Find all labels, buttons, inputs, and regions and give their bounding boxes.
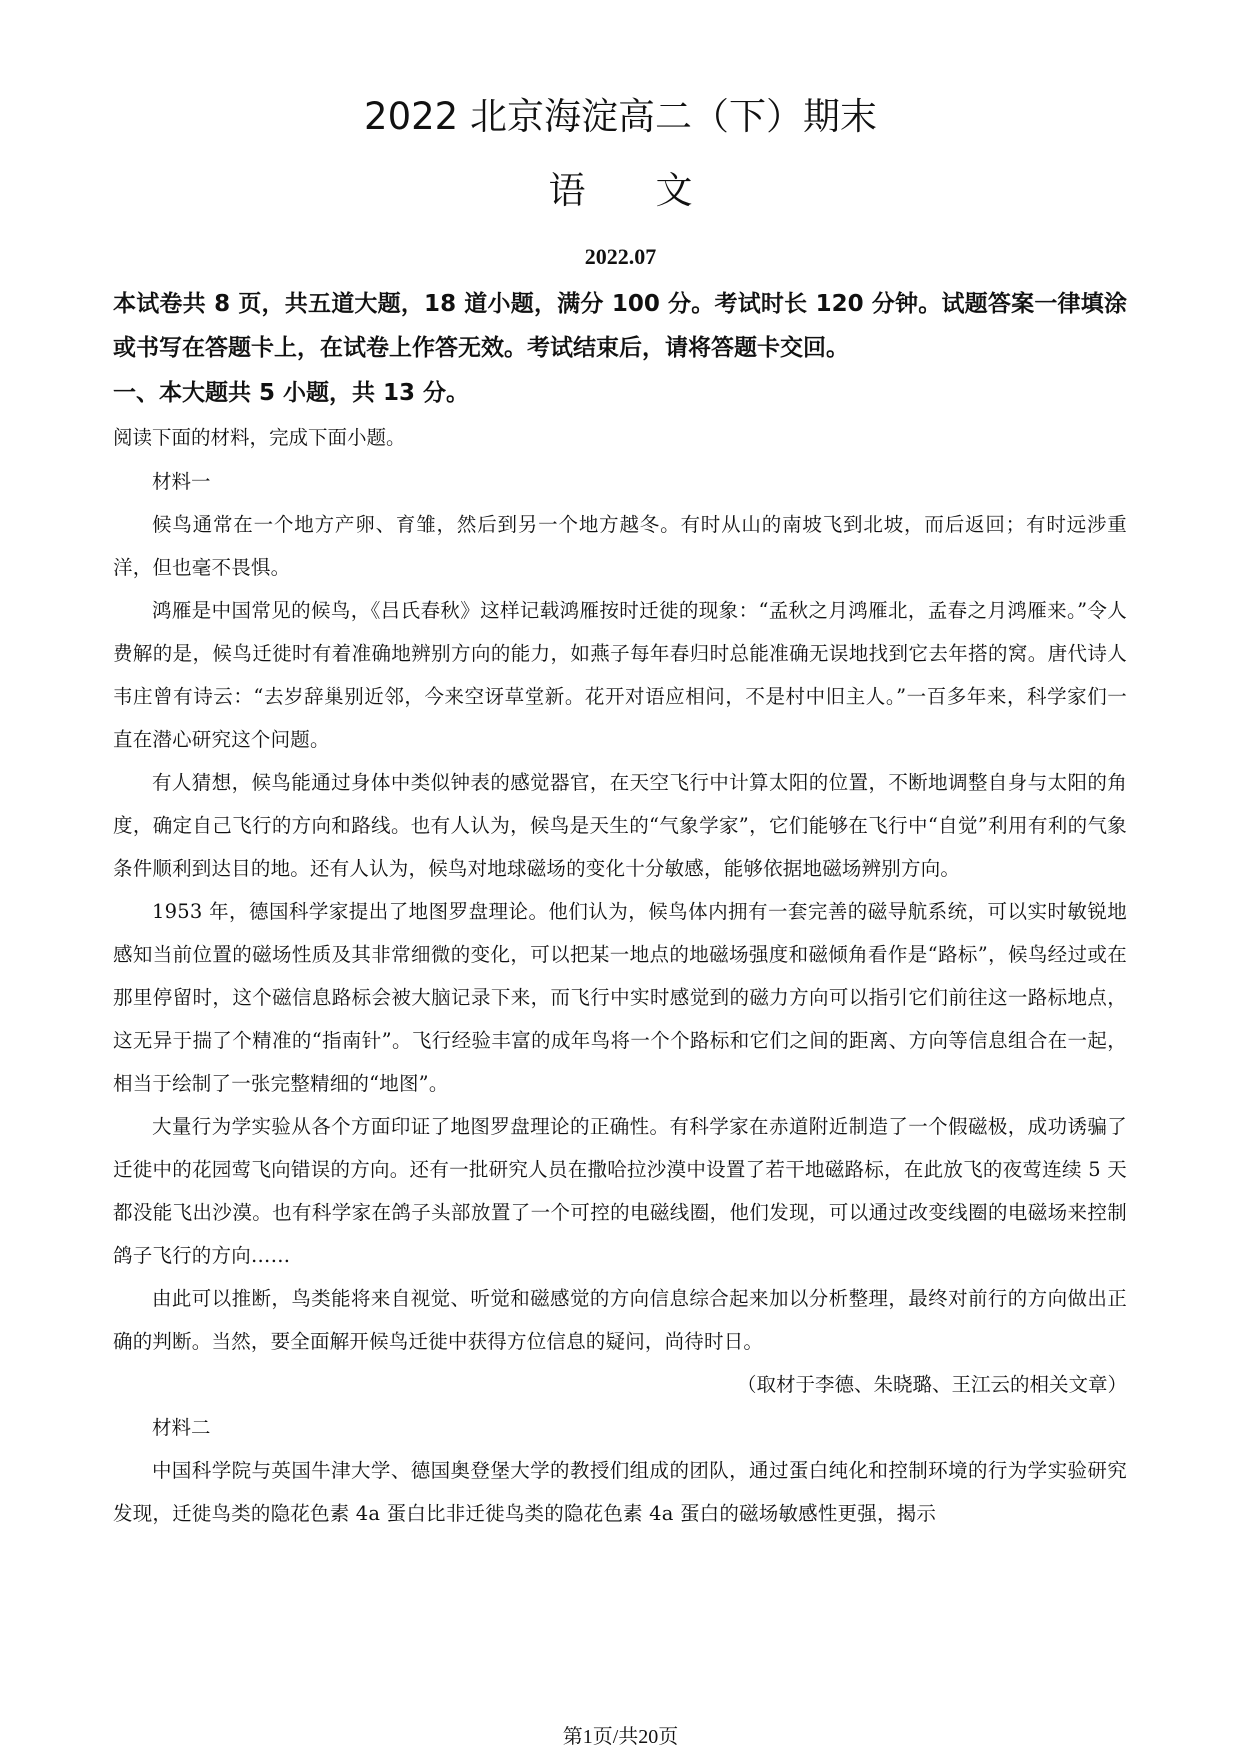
exam-instructions: 本试卷共 8 页，共五道大题，18 道小题，满分 100 分。考试时长 120 分钟。试题答案一律填涂或书写在答题卡上，在试卷上作答无效。考试结束后，请将答题卡交回。 — [113, 291, 1127, 361]
paragraph: 候鸟通常在一个地方产卵、育雏，然后到另一个地方越冬。有时从山的南坡飞到北坡，而后返回；有时远涉重洋，但也毫不畏惧。 — [113, 513, 1127, 579]
document-body — [113, 282, 1127, 1535]
reading-prompt: 阅读下面的材料，完成下面小题。 — [113, 426, 406, 449]
paragraph: 鸿雁是中国常见的候鸟，《吕氏春秋》这样记载鸿雁按时迁徙的现象：“孟秋之月鸿雁北，孟春之月鸿雁来。”令人费解的是，候鸟迁徙时有着准确地辨别方向的能力，如燕子每年春归时总能准确无误地找到它去年搭的窝。唐代诗人韦庄曾有诗云：“去岁辞巢别近邻，今来空讶草堂新。花开对语应相问，不是村中旧主人。”一百多年来，科学家们一直在潜心研究这个问题。 — [113, 599, 1127, 751]
section-heading: 一、本大题共 5 小题，共 13 分。 — [113, 380, 470, 406]
paragraph: 由此可以推断，鸟类能将来自视觉、听觉和磁感觉的方向信息综合起来加以分析整理，最终对前行的方向做出正确的判断。当然，要全面解开候鸟迁徙中获得方位信息的疑问，尚待时日。 — [113, 1287, 1127, 1353]
paragraph: 中国科学院与英国牛津大学、德国奥登堡大学的教授们组成的团队，通过蛋白纯化和控制环境的行为学实验研究发现，迁徙鸟类的隐花色素 4a 蛋白比非迁徙鸟类的隐花色素 4a 蛋白的磁场敏感性更强，揭示 — [113, 1459, 1127, 1525]
exam-date: 2022.07 — [584, 244, 657, 269]
page-number: 第1页/共20页 — [562, 1726, 679, 1748]
material-label: 材料二 — [152, 1416, 211, 1439]
material-label: 材料一 — [152, 470, 211, 493]
paragraph: 大量行为学实验从各个方面印证了地图罗盘理论的正确性。有科学家在赤道附近制造了一个假磁极，成功诱骗了迁徙中的花园莺飞向错误的方向。还有一批研究人员在撒哈拉沙漠中设置了若干地磁路标，在此放飞的夜莺连续 5 天都没能飞出沙漠。也有科学家在鸽子头部放置了一个可控的电磁线圈，他们发现，可以通过改变线圈的电磁场来控制鸽子飞行的方向…… — [113, 1115, 1127, 1267]
paragraph: 有人猜想，候鸟能通过身体中类似钟表的感觉器官，在天空飞行中计算太阳的位置，不断地调整自身与太阳的角度，确定自己飞行的方向和路线。也有人认为，候鸟是天生的“气象学家”，它们能够在飞行中“自觉”利用有利的气象条件顺利到达目的地。还有人认为，候鸟对地球磁场的变化十分敏感，能够依据地磁场辨别方向。 — [113, 771, 1127, 880]
subject-heading: 语文 — [548, 169, 763, 212]
document-title: 2022 北京海淀高二（下）期末 — [364, 95, 877, 138]
paragraph: 1953 年，德国科学家提出了地图罗盘理论。他们认为，候鸟体内拥有一套完善的磁导航系统，可以实时敏锐地感知当前位置的磁场性质及其非常细微的变化，可以把某一地点的地磁场强度和磁倾角看作是“路标”，候鸟经过或在那里停留时，这个磁信息路标会被大脑记录下来，而飞行中实时感觉到的磁力方向可以指引它们前往这一路标地点，这无异于揣了个精准的“指南针”。飞行经验丰富的成年鸟将一个个路标和它们之间的距离、方向等信息组合在一起，相当于绘制了一张完整精细的“地图”。 — [113, 900, 1127, 1095]
source-citation: （取材于李德、朱晓璐、王江云的相关文章） — [736, 1373, 1127, 1396]
